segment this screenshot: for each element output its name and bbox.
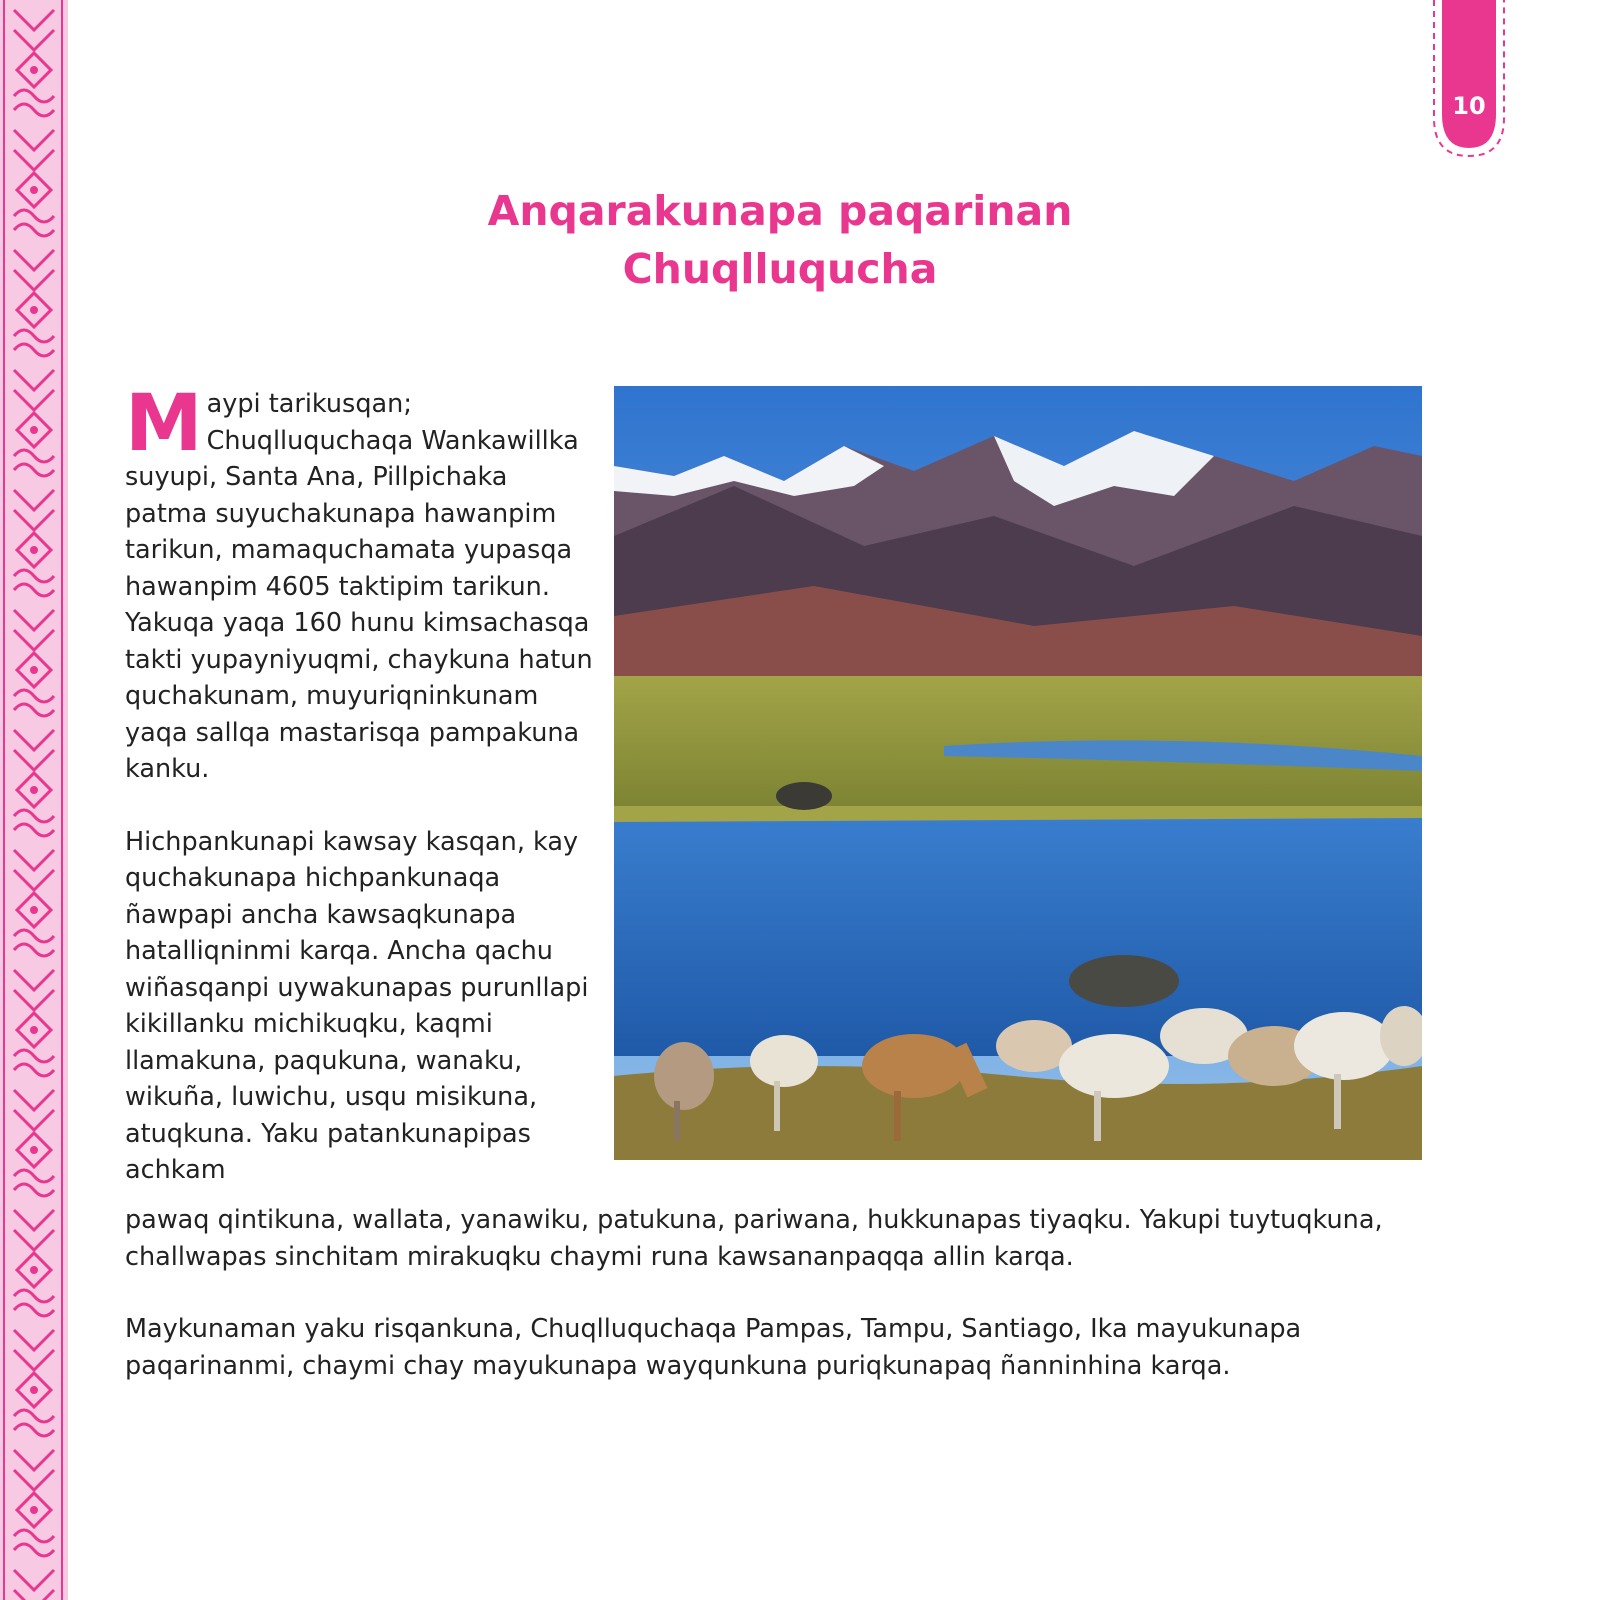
title-line-2: Chuqlluqucha (622, 245, 938, 293)
andean-pattern-icon (0, 0, 68, 1600)
paragraph-wildlife-end: pawaq qintikuna, wallata, yanawiku, patukuna, pariwana, hukkunapas tiyaqku. Yakupi tuytuqkuna, challwapas sinchitam mirakuqku chaymi runa kawsananpaqqa allin karqa. (125, 1205, 1383, 1272)
paragraph-intro (125, 379, 595, 788)
paragraph-wildlife-start: Hichpankunapi kawsay kasqan, kay quchakunapa hichpankunaqa ñawpapi ancha kawsaqkunapa hatalliqninmi karqa. Ancha qachu wiñasqanpi uywakunapas purunllapi kikillanku michikuqku, kaqmi llamakuna, paqukuna, wanaku, wikuña, luwichu, usqu misikuna, atuqkuna. Yaku patankunapipas achkam (125, 826, 589, 1185)
left-text-column (125, 379, 595, 1189)
landscape-photo-alpacas-lake-icon (614, 386, 1422, 1160)
page-number-tab (1428, 0, 1510, 160)
paragraph-intro-text: aypi tarikusqan; Chuqlluquchaqa Wankawillka suyupi, Santa Ana, Pillpichaka patma suyuchakunapa hawanpim tarikun, mamaquchamata yupasqa hawanpim 4605 taktipim tarikun. Yakuqa yaqa 160 hunu kimsachasqa takti yupayniyuqmi, chaykuna hatun quchakunam, muyuriqninkunam yaqa sallqa mastarisqa pampakuna kanku. (125, 389, 593, 784)
paragraph-rivers: Maykunaman yaku risqankuna, Chuqlluquchaqa Pampas, Tampu, Santiago, Ika mayukunapa paqarinanmi, chaymi chay mayukunapa wayqunkuna puriqkunapaq ñanninhina karqa. (125, 1314, 1302, 1381)
landscape-photo (614, 386, 1422, 1160)
decorative-border (0, 0, 68, 1600)
page-title (420, 182, 1140, 298)
page-number: 10 (1452, 92, 1486, 120)
drop-cap: M (125, 379, 203, 469)
page-tab-shape-icon (1428, 0, 1510, 160)
title-line-1: Anqarakunapa paqarinan (487, 187, 1073, 235)
